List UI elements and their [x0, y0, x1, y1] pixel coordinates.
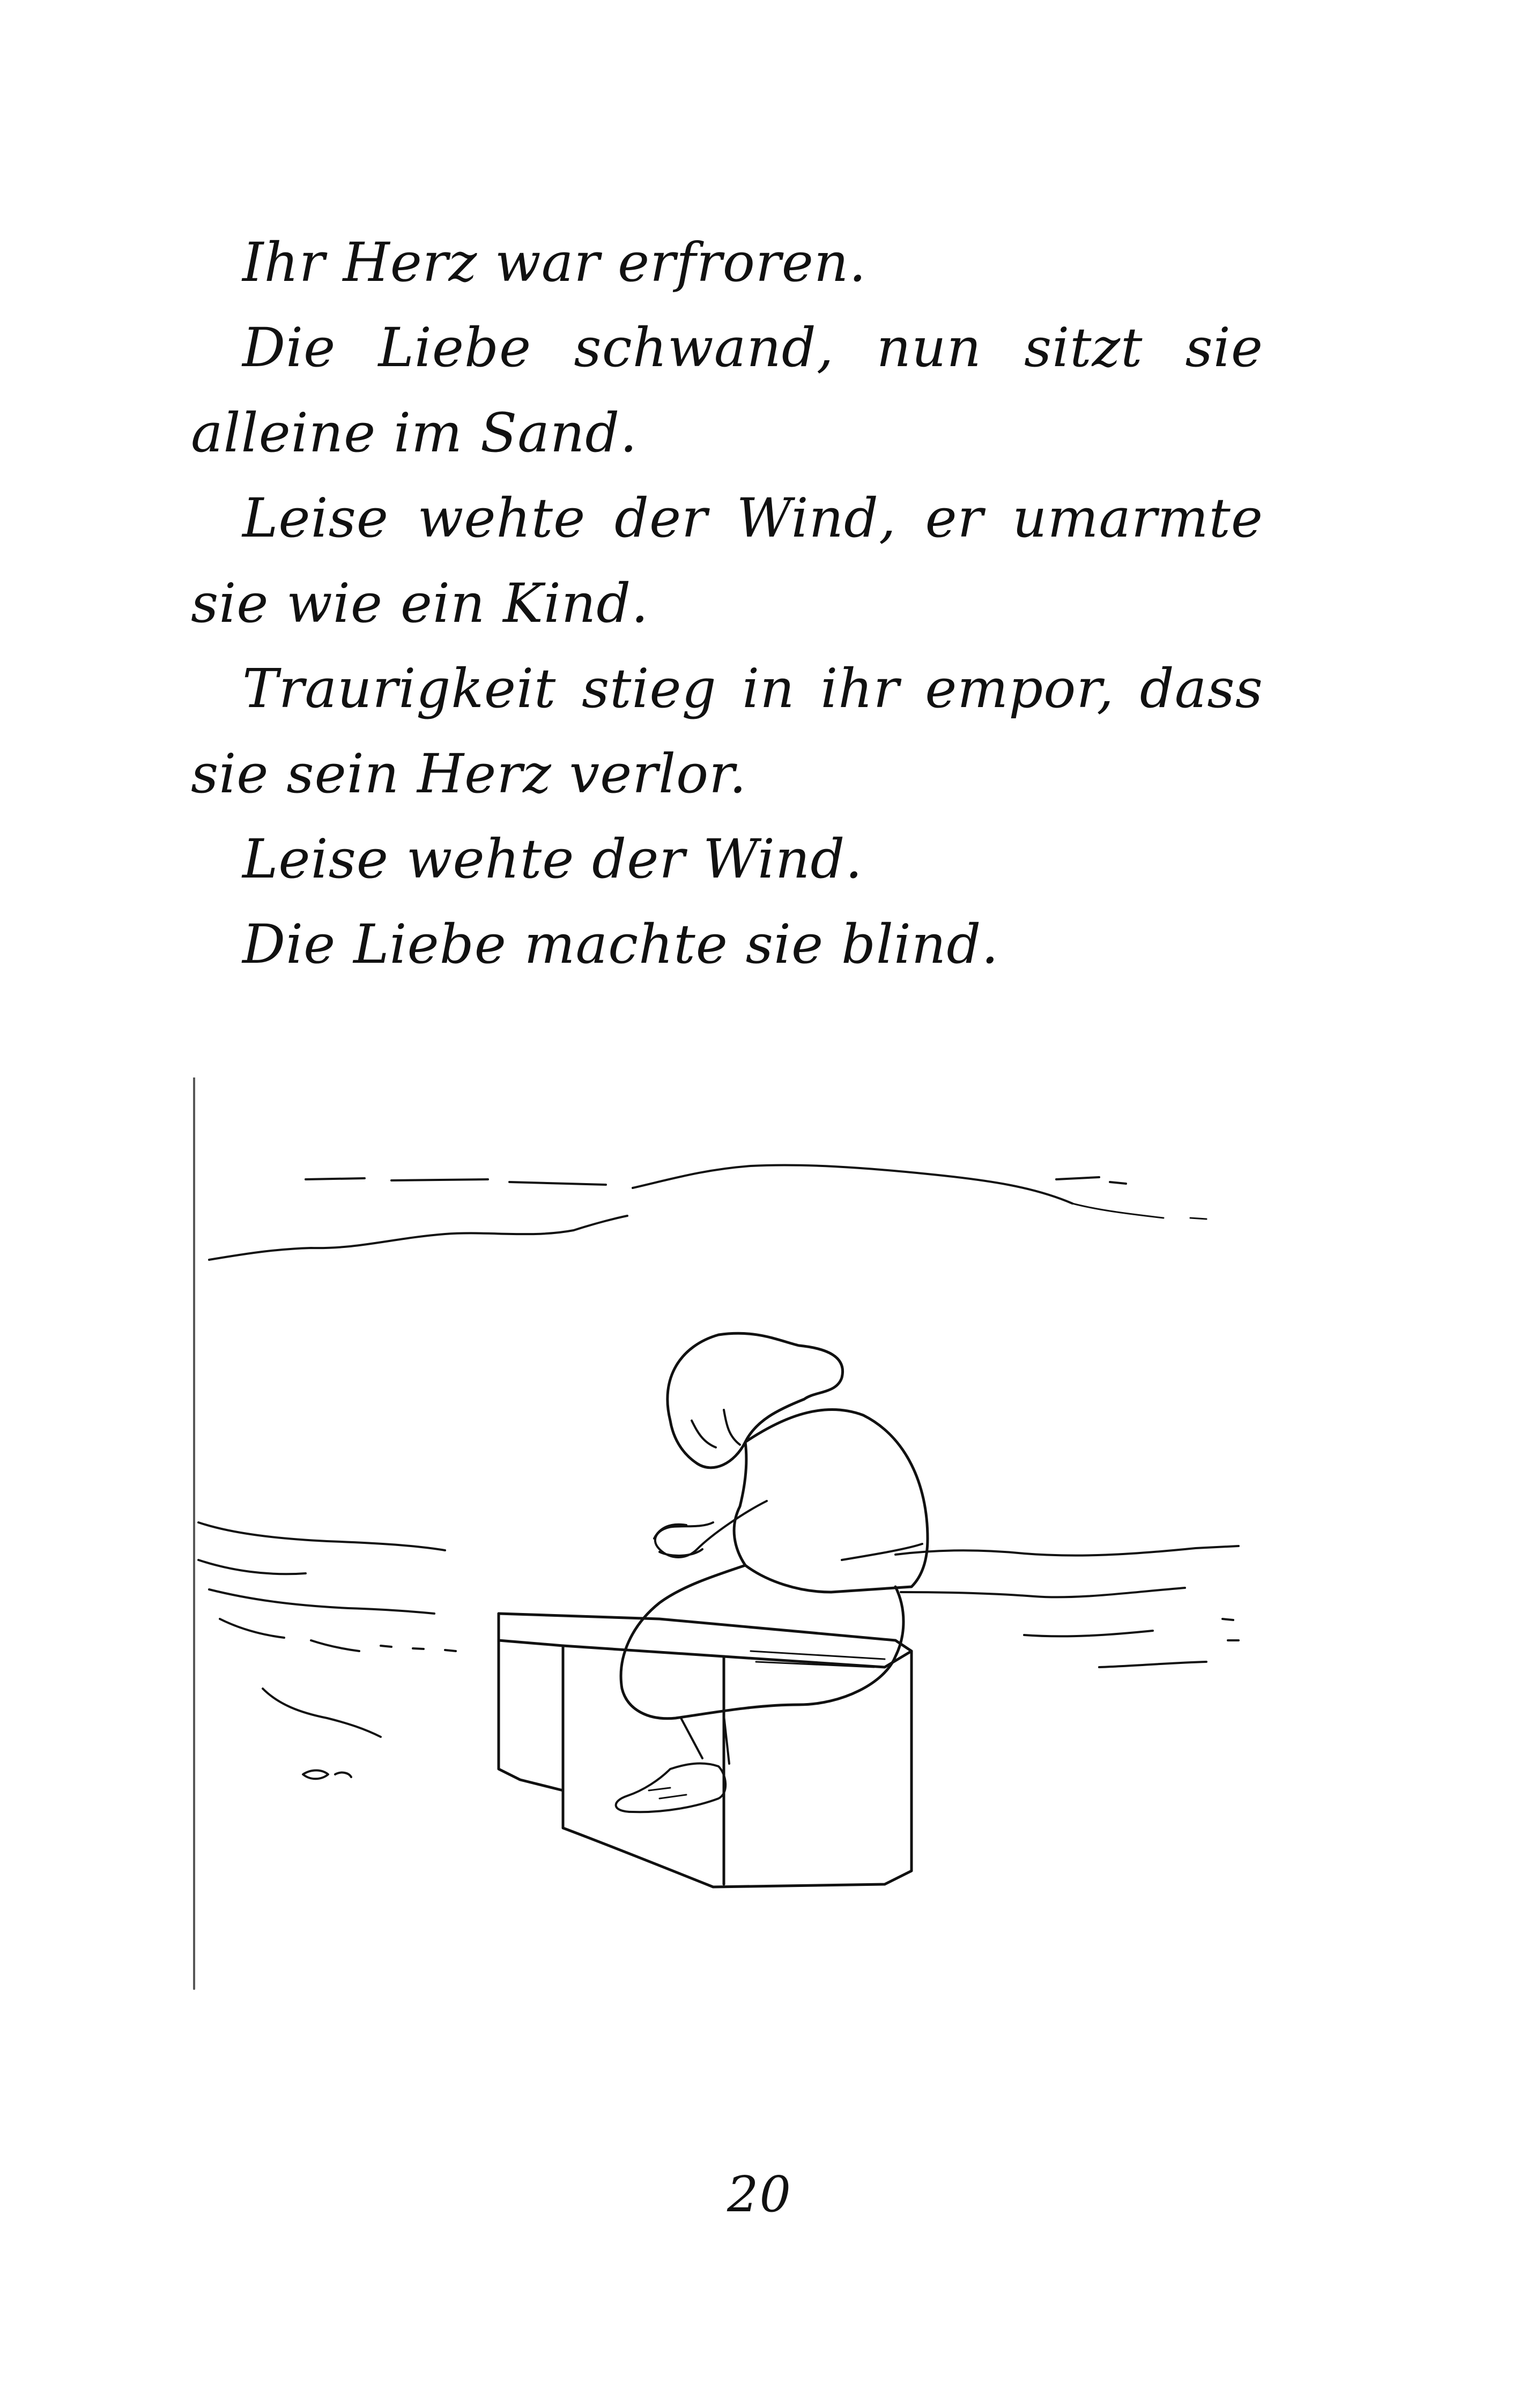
poem-line: Traurigkeit stieg in ihr empor, dass sie sein Herz verlor.	[191, 657, 1263, 805]
poem-text	[191, 220, 1263, 987]
poem-line: Leise wehte der Wind.	[242, 828, 863, 890]
poem-line: Die Liebe machte sie blind.	[242, 913, 999, 976]
horizon-line	[209, 1165, 1126, 1260]
page-number: 20	[727, 2166, 792, 2223]
poem-line: Ihr Herz war erfroren.	[242, 231, 867, 294]
poem-line: Leise wehte der Wind, er umarmte sie wie ein Kind.	[191, 487, 1263, 635]
beach-illustration	[188, 1077, 1260, 2000]
shoreline	[198, 1522, 456, 1737]
poem-line: Die Liebe schwand, nun sitzt sie alleine im Sand.	[191, 316, 1263, 464]
woman-figure	[668, 1333, 843, 1468]
